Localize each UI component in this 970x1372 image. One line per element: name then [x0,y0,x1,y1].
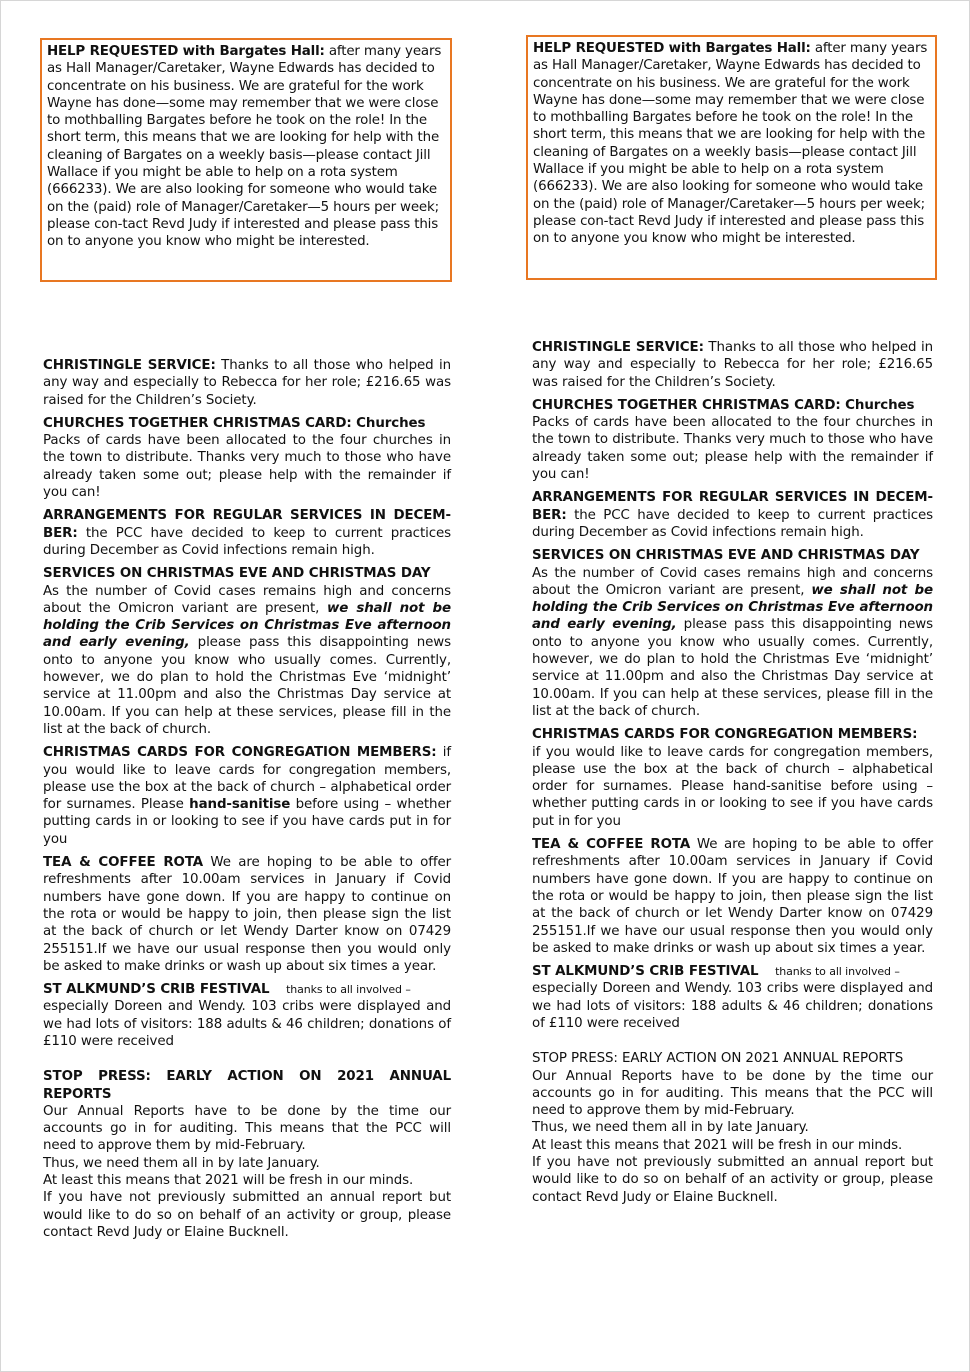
section-heading: ST ALKMUND’S CRIB FESTIVAL [43,982,270,998]
stop-press-p2: Thus, we need them all in by late January. [43,1155,320,1171]
section-heading: ARRANGEMENTS FOR REGULAR SERVICES IN DECEM-BER: [532,490,933,523]
stop-press-section [532,1050,933,1206]
section-body: especially Doreen and Wendy. 103 cribs were displayed and we had lots of visitors: 188 adults & 46 children; donations of £110 were received [43,999,451,1049]
section-body [532,565,933,721]
section-body [43,583,451,739]
section-heading: SERVICES ON CHRISTMAS EVE AND CHRISTMAS DAY [532,548,920,564]
section-body: We are hoping to be able to offer refreshments after 10.00am services in January if Covid numbers have gone down. If you are happy to continue on the rota or would be happy to join, then please sign the list at the back of church or let Wendy Darter know on 07429 255151.If we have our usual response then you would only be asked to make drinks or wash up about six times a year. [532,837,933,956]
section-body: Thanks to all those who helped in any way and especially to Rebecca for her role; £216.65 was raised for the Children’s Society. [43,358,451,408]
crib-festival-section [532,963,933,1032]
christmas-eve-section [43,565,451,738]
section-heading: CHRISTINGLE SERVICE: [532,340,704,355]
section-body: the PCC have decided to keep to current practices during December as Covid infections remain high. [532,507,933,540]
section-body: Packs of cards have been allocated to the four churches in the town to distribute. Thanks very much to those who have already taken some out; please help with the remainder if you can! [43,433,451,501]
stop-press-p1: Our Annual Reports have to be done by the time our accounts go in for auditing. This means that the PCC will need to approve them by mid-February. [532,1068,933,1119]
body-end: please pass this disappointing news onto to anyone you know who usually comes. Currently, however, we do plan to hold the Christmas Eve ‘midnight’ service at 11.00pm and also the Christmas Day service at 10.00am. If you can help at these services, please fill in the list at the back of church. [532,617,933,719]
section-heading: SERVICES ON CHRISTMAS EVE AND CHRISTMAS DAY [43,566,431,582]
notices-column-right [532,339,933,1212]
christmas-card-section [532,397,933,483]
body-bold: hand-sanitise [189,797,291,813]
arrangements-section [532,489,933,541]
tea-coffee-section [43,854,451,975]
section-heading: CHRISTINGLE SERVICE: [43,358,216,373]
help-requested-box-left [40,38,452,282]
congregation-cards-section [43,744,451,848]
body-start: As the number of Covid cases remains high and concerns about the Omicron variant are present, [532,565,933,598]
body-end: before using – whether putting cards in or looking to see if you have cards put in for you [43,797,451,847]
tea-coffee-section [532,836,933,957]
stop-press-p4: If you have not previously submitted an annual report but would like to do so on behalf of an activity or group, please contact Revd Judy or Elaine Bucknell. [532,1155,933,1205]
section-body: We are hoping to be able to offer refreshments after 10.00am services in January if Covid numbers have gone down. If you are happy to continue on the rota or would be happy to join, then please sign the list at the back of church or let Wendy Darter know on 07429 255151.If we have our usual response then you would only be asked to make drinks or wash up about six times a year. [43,855,451,974]
stop-press-section [43,1068,451,1241]
help-heading: HELP REQUESTED with Bargates Hall: [533,41,811,56]
christmas-card-section [43,415,451,501]
arrangements-section [43,507,451,559]
body-emphasis: we shall not be holding the Crib Services on Christmas Eve afternoon and early evening, [43,600,451,651]
stop-press-p1: Our Annual Reports have to be done by the time our accounts go in for auditing. This means that the PCC will need to approve them by mid-February. [43,1103,451,1154]
section-heading: TEA & COFFEE ROTA [532,837,691,853]
help-body: after many years as Hall Manager/Caretaker, Wayne Edwards has decided to concentrate on his business. We are grateful for the work Wayne has done—some may remember that we were close to mothballing Bargates before he took on the role! In the short term, this means that we are looking for help with the cleaning of Bargates on a weekly basis—please contact Jill Wallace if you might be able to help on a rota system (666233). We are also looking for someone who would take on the (paid) role of Manager/Caretaker—5 hours per week; please con-tact Revd Judy if interested and please pass this on to anyone you know who might be interested. [533,41,928,247]
section-body: Thanks to all those who helped in any way and especially to Rebecca for her role; £216.65 was raised for the Children’s Society. [532,340,933,390]
notices-column-left [43,357,451,1247]
section-body: Packs of cards have been allocated to the four churches in the town to distribute. Thanks very much to those who have already taken some out; please help with the remainder if you can! [532,415,933,483]
stop-press-p3: At least this means that 2021 will be fresh in our minds. [532,1137,903,1153]
congregation-cards-section [532,726,933,830]
help-requested-box-right [526,35,937,280]
section-heading: CHRISTMAS CARDS FOR CONGREGATION MEMBERS: [43,745,437,761]
section-heading: ST ALKMUND’S CRIB FESTIVAL [532,964,759,980]
section-heading: CHURCHES TOGETHER CHRISTMAS CARD: Churches [532,397,915,413]
christingle-section [532,339,933,391]
section-heading: STOP PRESS: EARLY ACTION ON 2021 ANNUAL REPORTS [43,1069,451,1102]
help-heading: HELP REQUESTED with Bargates Hall: [47,44,325,59]
section-body: especially Doreen and Wendy. 103 cribs were displayed and we had lots of visitors: 188 adults & 46 children; donations of £110 were received [532,981,933,1031]
section-heading: STOP PRESS: EARLY ACTION ON 2021 ANNUAL REPORTS [532,1051,904,1067]
section-heading: ARRANGEMENTS FOR REGULAR SERVICES IN DECEM-BER: [43,508,451,541]
christingle-section [43,357,451,409]
body-emphasis: we shall not be holding the Crib Services on Christmas Eve afternoon and early evening, [532,582,933,633]
body-start: if you would like to leave cards for congregation members, please use the box at the back of church – alphabetical order for surnames. Please [43,745,451,813]
section-note: thanks to all involved – [286,983,411,997]
section-body: if you would like to leave cards for congregation members, please use the box at the back of church – alphabetical order for surnames. Please hand-sanitise before using – whether putting cards in or looking to see if you have cards put in for you [532,744,933,829]
stop-press-p4: If you have not previously submitted an annual report but would like to do so on behalf of an activity or group, please contact Revd Judy or Elaine Bucknell. [43,1190,451,1240]
section-heading: CHURCHES TOGETHER CHRISTMAS CARD: Churches [43,415,426,431]
crib-festival-section [43,981,451,1050]
stop-press-p2: Thus, we need them all in by late January. [532,1120,809,1136]
christmas-eve-section [532,547,933,720]
stop-press-p3: At least this means that 2021 will be fresh in our minds. [43,1173,414,1189]
help-body: after many years as Hall Manager/Caretaker, Wayne Edwards has decided to concentrate on his business. We are grateful for the work Wayne has done—some may remember that we were close to mothballing Bargates before he took on the role! In the short term, this means that we are looking for help with the cleaning of Bargates on a weekly basis—please contact Jill Wallace if you might be able to help on a rota system (666233). We are also looking for someone who would take on the (paid) role of Manager/Caretaker—5 hours per week; please con-tact Revd Judy if interested and please pass this on to anyone you know who might be interested. [47,44,442,250]
section-note: thanks to all involved – [775,965,900,979]
body-end: please pass this disappointing news onto to anyone you know who usually comes. Currently, however, we do plan to hold the Christmas Eve ‘midnight’ service at 11.00pm and also the Christmas Day service at 10.00am. If you can help at these services, please fill in the list at the back of church. [43,635,451,737]
section-body: the PCC have decided to keep to current practices during December as Covid infections remain high. [43,525,451,558]
section-heading: CHRISTMAS CARDS FOR CONGREGATION MEMBERS: [532,727,918,743]
section-heading: TEA & COFFEE ROTA [43,855,204,871]
body-start: As the number of Covid cases remains high and concerns about the Omicron variant are present, [43,583,451,616]
